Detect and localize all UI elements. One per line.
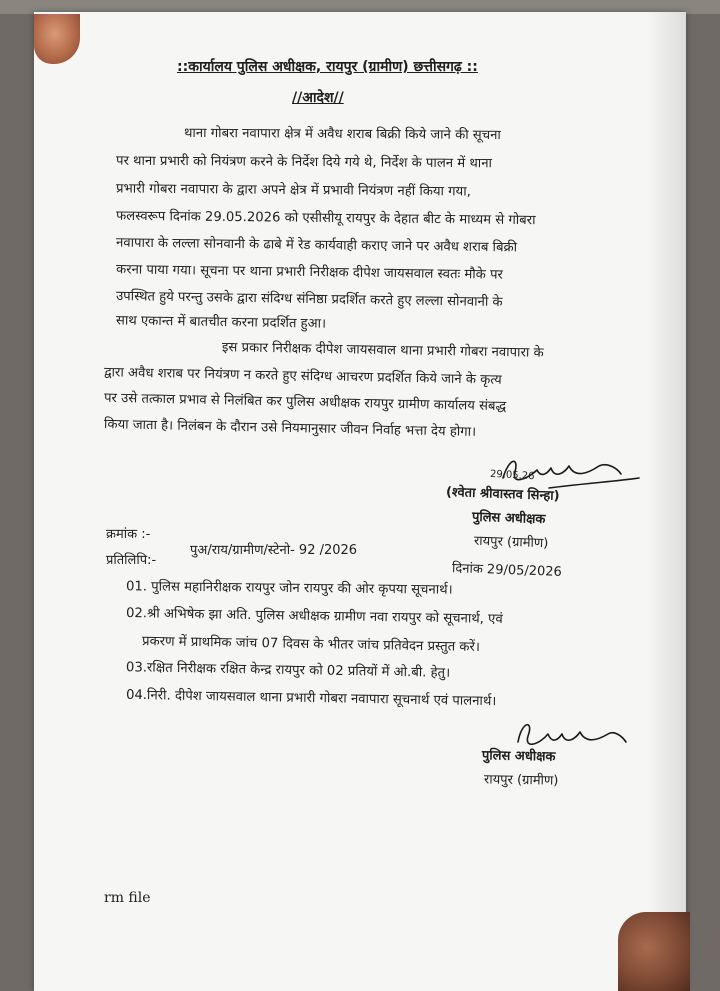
kramank-value: पुअ/राय/ग्रामीण/स्टेनो- 92 /2026 xyxy=(190,543,358,558)
para2-line-2: द्वारा अवैध शराब पर नियंत्रण न करते हुए संदिग्ध आचरण प्रदर्शित किये जाने के कृत्य xyxy=(103,365,502,388)
signatory2-location: रायपुर (ग्रामीण) xyxy=(483,772,559,789)
signatory2-designation: पुलिस अधीक्षक xyxy=(481,748,556,765)
signatory-designation: पुलिस अधीक्षक xyxy=(471,509,546,528)
para2-line-4: किया जाता है। निलंबन के दौरान उसे नियमानुसार जीवन निर्वाह भत्ता देय होगा। xyxy=(103,417,477,440)
copy-item-4: 04.निरी. दीपेश जायसवाल थाना प्रभारी गोबरा नवापारा सूचनार्थ एवं पालनार्थ। xyxy=(125,687,497,710)
para2-line-1: इस प्रकार निरीक्षक दीपेश जायसवाल थाना प्रभारी गोबरा नवापारा के xyxy=(221,340,544,361)
pratilipi-label: प्रतिलिपि:- xyxy=(106,553,157,568)
para1-line-4: फलस्वरूप दिनांक 29.05.2026 को एसीसीयू रायपुर के देहात बीट के माध्यम से गोबरा xyxy=(115,208,536,229)
para1-line-6: करना पाया गया। सूचना पर थाना प्रभारी निरीक्षक दीपेश जायसवाल स्वतः मौके पर xyxy=(115,262,503,283)
copy-item-2-cont: प्रकरण में प्राथमिक जांच 07 दिवस के भीतर जांच प्रतिवेदन प्रस्तुत करें। xyxy=(141,634,481,655)
para2-line-3: पर उसे तत्काल प्रभाव से निलंबित कर पुलिस अधीक्षक रायपुर ग्रामीण कार्यालय संबद्ध xyxy=(103,390,507,415)
copy-item-3: 03.रक्षित निरीक्षक रक्षित केन्द्र रायपुर को 02 प्रतियों में ओ.बी. हेतु। xyxy=(125,660,451,681)
signature-date-scribble: 29.05.26 xyxy=(489,468,535,483)
para1-line-1: थाना गोबरा नवापारा क्षेत्र में अवैध शराब बिक्री किये जाने की सूचना xyxy=(183,125,501,144)
para1-line-3: प्रभारी गोबरा नवापारा के द्वारा अपने क्षेत्र में प्रभावी नियंत्रण नहीं किया गया, xyxy=(115,181,471,200)
document-page xyxy=(34,12,686,991)
signatory-name: (श्वेता श्रीवास्तव सिन्हा) xyxy=(445,485,560,504)
copy-item-1: 01. पुलिस महानिरीक्षक रायपुर जोन रायपुर की ओर कृपया सूचनार्थ। xyxy=(125,579,453,598)
para1-line-8: साथ एकान्त में बातचीत करना प्रदर्शित हुआ। xyxy=(115,313,327,332)
footer-note: rm file xyxy=(104,890,151,906)
finger-bottom-right xyxy=(618,912,690,991)
office-heading: ::कार्यालय पुलिस अधीक्षक, रायपुर (ग्रामीण) छत्तीसगढ़ :: xyxy=(177,59,478,75)
para1-line-5: नवापारा के लल्ला सोनवानी के ढाबे में रेड कार्यवाही कराए जाने पर अवैध शराब बिक्री xyxy=(115,235,518,256)
order-title: //आदेश// xyxy=(292,90,344,106)
copy-item-2: 02.श्री अभिषेक झा अति. पुलिस अधीक्षक ग्रामीण नवा रायपुर को सूचनार्थ, एवं xyxy=(125,606,503,627)
para1-line-7: उपस्थित हुये परन्तु उसके द्वारा संदिग्ध संनिष्ठा प्रदर्शित करते हुए लल्ला सोनवानी के xyxy=(115,288,503,311)
signatory-location: रायपुर (ग्रामीण) xyxy=(473,533,549,552)
page-shadow xyxy=(646,12,686,991)
para1-line-2: पर थाना प्रभारी को नियंत्रण करने के निर्देश दिये गये थे, निर्देश के पालन में थाना xyxy=(115,153,493,172)
kramank-label: क्रमांक :- xyxy=(106,527,151,542)
order-date: दिनांक 29/05/2026 xyxy=(451,561,563,580)
